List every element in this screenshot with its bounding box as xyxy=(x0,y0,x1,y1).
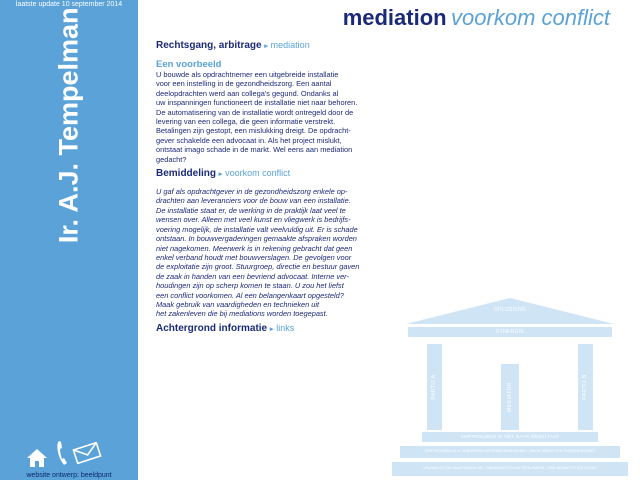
arrow-right-icon: ▸ xyxy=(269,325,274,333)
section-title: Achtergrond informatie xyxy=(156,322,268,334)
text-line: de exploitatie zijn groot. Stuurgroep, directie en bestuur gaven xyxy=(156,262,360,272)
page-header xyxy=(300,5,610,35)
text-line: drachten aan leveranciers voor de bouw van een installatie. xyxy=(156,196,351,206)
pillar-mid-label: MEDIATOR xyxy=(507,382,513,412)
text-line: uw inspanningen functioneert de installatie niet naar behoren. xyxy=(156,98,358,108)
text-line: de zaak in handen van een bevriend advocaat. Interne ver- xyxy=(156,271,349,281)
bemiddeling-text xyxy=(156,187,392,319)
header-subtitle: voorkom conflict xyxy=(451,5,610,30)
site-owner-name: Ir. A.J. Tempelman xyxy=(53,8,84,244)
text-line: Betalingen zijn gestopt, een mislukking dreigt. De opdracht- xyxy=(156,126,351,136)
contact-icons xyxy=(22,440,132,470)
text-line: Maak gebruik van vaardigheden en technieken uit xyxy=(156,299,320,309)
text-line: het zakenleven die bij mediations worden toegepast. xyxy=(156,309,328,319)
text-line: een conflict voorkomen. Al een belangenkaart opgesteld? xyxy=(156,290,344,300)
text-line: ontstaan. In bouwvergaderingen gemaakte afspraken worden xyxy=(156,234,357,244)
section-title: Bemiddeling xyxy=(156,168,217,180)
text-line: De automatisering van de installatie wordt ontregeld door de xyxy=(156,107,354,117)
arrow-right-icon: ▸ xyxy=(264,43,268,50)
section-heading-rechtsgang xyxy=(156,40,392,51)
text-line: wensen over. Alleen met veel kunst en vliegwerk is bedrijfs- xyxy=(156,215,351,225)
links-link[interactable]: links xyxy=(276,322,295,333)
text-line: deelopdrachten werd aan collega's gegund. Ondanks al xyxy=(156,88,339,98)
example-heading: Een voorbeeld xyxy=(156,59,222,70)
arrow-right-icon: ▸ xyxy=(218,171,223,179)
mediation-temple-diagram xyxy=(390,296,630,480)
pillar-left-label: PARTIJ A xyxy=(431,374,437,400)
header-title: mediation xyxy=(342,5,447,30)
step-1-label: VERTROUWEN IN HET NAAR RESULTAAT xyxy=(460,434,560,439)
pillar-right-label: PARTIJ B xyxy=(582,374,588,400)
mediation-link[interactable]: mediation xyxy=(270,40,310,50)
text-line: gedacht? xyxy=(156,154,187,164)
main-content xyxy=(156,40,392,334)
beam-label: SYNERGIE xyxy=(495,329,525,335)
text-line: enkel verband houdt met bouwverslagen. De gevolgen voor xyxy=(156,252,352,262)
text-line: houdingen zijn op scherp komen te staan. U zou het liefst xyxy=(156,281,344,291)
voorkom-conflict-link[interactable]: voorkom conflict xyxy=(225,168,291,179)
section-heading-bemiddeling xyxy=(156,168,392,179)
section-heading-achtergrond xyxy=(156,323,392,334)
text-line: voor een instelling in de gezondheidszorg. Een aantal xyxy=(156,79,332,89)
section-title: Rechtsgang, arbitrage xyxy=(156,40,262,51)
phone-icon[interactable] xyxy=(56,440,68,466)
text-line: ontstaat imago schade in de markt. Wel eens aan mediation xyxy=(156,145,353,155)
example-text xyxy=(156,70,392,164)
text-line: levering van een collega, die geen informatie verstrekt. xyxy=(156,117,336,127)
text-line: niet nagekomen. Meerwerk is in rekening gebracht dat geen xyxy=(156,243,353,253)
sidebar xyxy=(0,0,138,480)
text-line: U gaf als opdrachtgever in de gezondheidszorg enkele op- xyxy=(156,187,348,197)
step-2-label: VERTROUWELIJK & GEBONDEN INFORMATIEBRONNEN • MEDE MEDIATION OVEREENKOMST xyxy=(424,449,596,453)
text-line: U bouwde als opdrachtnemer een uitgebreide installatie xyxy=(156,70,339,79)
step-3-label: VRIJWILLIG EN ONAFHANKELIJK • SAMENGESTELDE REGLEMENT • NMI MEDIATOR INSTITUUT xyxy=(423,466,597,470)
text-line: gever schakelde een advocaat in. Als het project mislukt, xyxy=(156,135,342,145)
home-icon[interactable] xyxy=(26,448,48,468)
last-update-text: laatste update 10 september 2014 xyxy=(15,1,123,8)
name-wrap xyxy=(46,8,90,253)
design-credit[interactable]: website ontwerp: beeldpunt xyxy=(26,472,112,479)
mail-icon[interactable] xyxy=(72,442,102,464)
roof-label: OPLOSSING xyxy=(493,307,527,313)
text-line: De installatie staat er, de werking in de praktijk laat veel te xyxy=(156,205,346,215)
text-line: voering mogelijk, de installatie valt veelvuldig uit. Er is schade xyxy=(156,224,358,234)
